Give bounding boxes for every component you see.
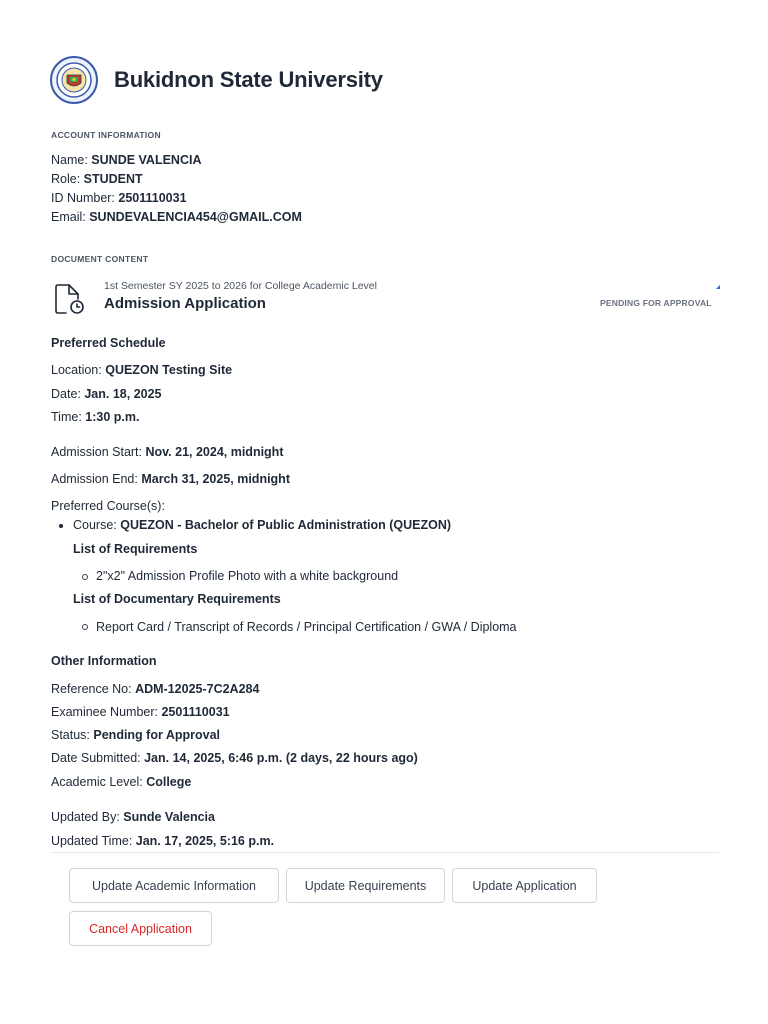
documentary-item: Report Card / Transcript of Records / Principal Certification / GWA / Diploma <box>96 620 517 634</box>
location-value: QUEZON Testing Site <box>105 363 233 377</box>
status-label: Status: <box>51 728 94 742</box>
examinee-label: Examinee Number: <box>51 705 162 719</box>
id-value: 2501110031 <box>118 191 187 205</box>
admission-start-label: Admission Start: <box>51 445 146 459</box>
course-value: QUEZON - Bachelor of Public Administration (QUEZON) <box>120 518 452 532</box>
name-label: Name: <box>51 153 92 167</box>
university-name: Bukidnon State University <box>114 67 383 92</box>
academic-level <box>51 775 191 789</box>
update-requirements-button[interactable]: Update Requirements <box>286 868 445 903</box>
time-value: 1:30 p.m. <box>85 410 140 424</box>
documentary-requirements-heading: List of Documentary Requirements <box>73 592 281 606</box>
course-label: Course: <box>73 518 121 532</box>
course-item <box>73 518 451 532</box>
account-role <box>51 172 143 186</box>
examinee-number <box>51 705 230 719</box>
id-label: ID Number: <box>51 191 119 205</box>
document-clock-icon <box>53 282 87 319</box>
date-label: Date: <box>51 387 85 401</box>
corner-indicator-icon <box>716 285 720 289</box>
submitted-label: Date Submitted: <box>51 751 145 765</box>
status-value: Pending for Approval <box>93 728 221 742</box>
document-section-label: DOCUMENT CONTENT <box>51 254 149 264</box>
reference-value: ADM-12025-7C2A284 <box>135 682 260 696</box>
email-value: SUNDEVALENCIA454@GMAIL.COM <box>89 210 302 224</box>
divider <box>51 852 719 853</box>
date-value: Jan. 18, 2025 <box>84 387 162 401</box>
level-label: Academic Level: <box>51 775 147 789</box>
level-value: College <box>146 775 192 789</box>
preferred-schedule-heading: Preferred Schedule <box>51 336 166 350</box>
updated-by-value: Sunde Valencia <box>123 810 215 824</box>
reference-number <box>51 682 259 696</box>
update-academic-information-button[interactable]: Update Academic Information <box>69 868 279 903</box>
submitted-value: Jan. 14, 2025, 6:46 p.m. (2 days, 22 hours ago) <box>144 751 418 765</box>
account-email <box>51 210 302 224</box>
page-header <box>50 56 383 104</box>
application-status <box>51 728 220 742</box>
update-application-button[interactable]: Update Application <box>452 868 597 903</box>
reference-label: Reference No: <box>51 682 136 696</box>
location-label: Location: <box>51 363 106 377</box>
account-name <box>51 153 202 167</box>
updated-time-label: Updated Time: <box>51 834 136 848</box>
examinee-value: 2501110031 <box>161 705 230 719</box>
date-submitted <box>51 751 418 765</box>
account-section-label: ACCOUNT INFORMATION <box>51 130 161 140</box>
university-seal-icon <box>50 56 98 104</box>
updated-by-label: Updated By: <box>51 810 124 824</box>
requirement-item: 2"x2" Admission Profile Photo with a white background <box>96 569 399 583</box>
requirements-heading: List of Requirements <box>73 542 198 556</box>
role-label: Role: <box>51 172 84 186</box>
schedule-time <box>51 410 139 424</box>
document-subtitle: 1st Semester SY 2025 to 2026 for College Academic Level <box>104 280 377 292</box>
schedule-location <box>51 363 232 377</box>
preferred-courses-label: Preferred Course(s): <box>51 499 165 513</box>
admission-end-label: Admission End: <box>51 472 142 486</box>
other-information-heading: Other Information <box>51 654 157 668</box>
cancel-application-button[interactable]: Cancel Application <box>69 911 212 946</box>
admission-end-value: March 31, 2025, midnight <box>141 472 290 486</box>
updated-time <box>51 834 274 848</box>
name-value: SUNDE VALENCIA <box>91 153 202 167</box>
time-label: Time: <box>51 410 86 424</box>
admission-start <box>51 445 284 459</box>
admission-end <box>51 472 290 486</box>
document-title: Admission Application <box>104 295 266 312</box>
status-badge: PENDING FOR APPROVAL <box>600 298 712 308</box>
updated-time-value: Jan. 17, 2025, 5:16 p.m. <box>135 834 275 848</box>
account-id-number <box>51 191 187 205</box>
schedule-date <box>51 387 162 401</box>
admission-start-value: Nov. 21, 2024, midnight <box>145 445 284 459</box>
circle-bullet-icon <box>82 624 88 630</box>
updated-by <box>51 810 215 824</box>
role-value: STUDENT <box>83 172 143 186</box>
circle-bullet-icon <box>82 574 88 580</box>
email-label: Email: <box>51 210 90 224</box>
bullet-icon <box>59 524 63 528</box>
